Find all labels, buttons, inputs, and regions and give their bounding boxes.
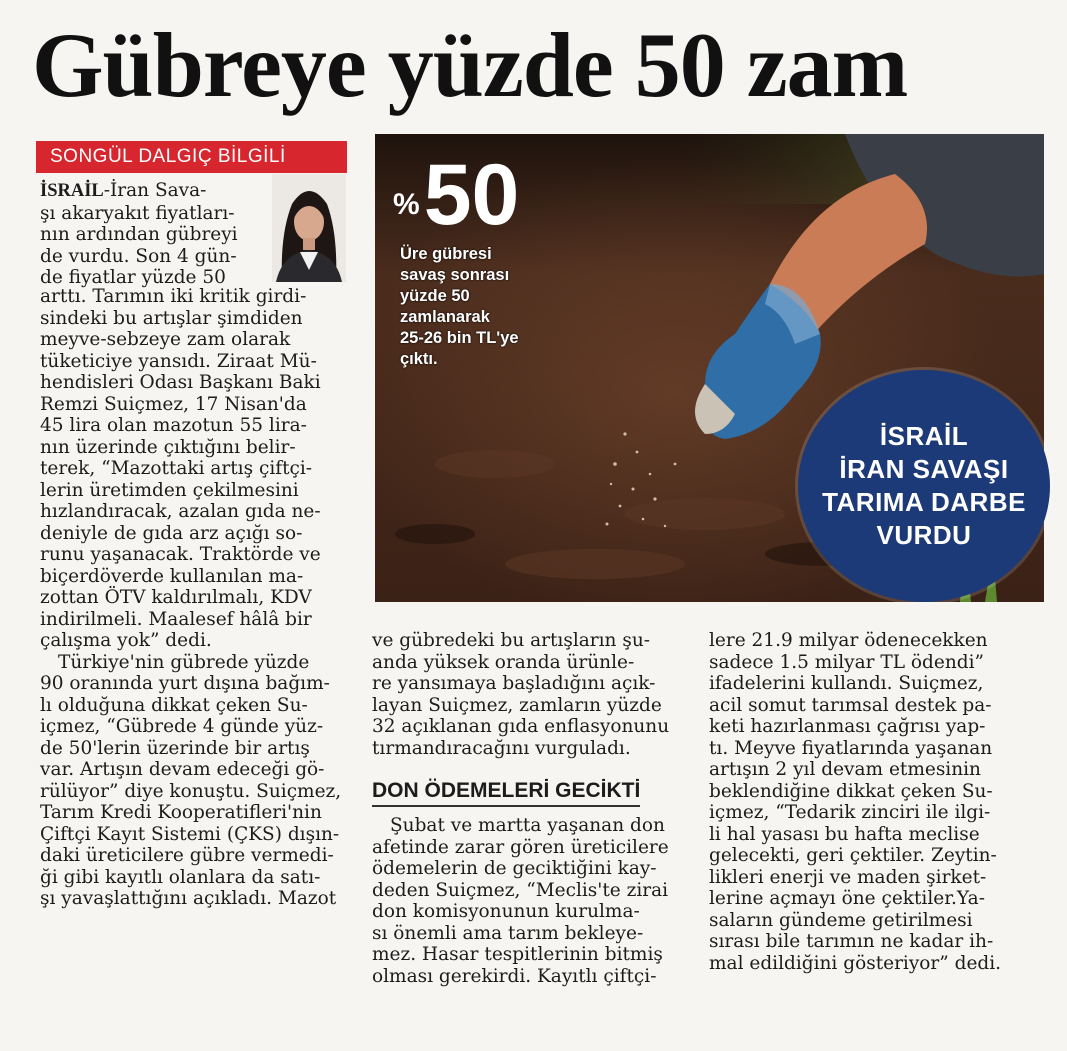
text-line: 32 açıklanan gıda enflasyonunu bbox=[372, 716, 670, 737]
badge-line: TARIMA DARBE bbox=[822, 487, 1026, 517]
text-line: içmez, “Tedarik zinciri ile ilgi- bbox=[709, 802, 991, 823]
article-intro bbox=[40, 180, 266, 289]
text-line: lere 21.9 milyar ödenecekken bbox=[709, 630, 988, 651]
headline: Gübreye yüzde 50 zam bbox=[32, 14, 908, 116]
text-line: lerine açmayı öne çektiler.Ya- bbox=[709, 888, 985, 909]
text-line: artışın 2 yıl devam etmesinin bbox=[709, 759, 981, 780]
text-line: ifadelerini kullandı. Suiçmez, bbox=[709, 673, 984, 694]
intro-line: de fiyatlar yüzde 50 bbox=[40, 267, 226, 288]
text-line: re yansımaya başladığını açık- bbox=[372, 673, 656, 694]
text-line: zottan ÖTV kaldırılmalı, KDV bbox=[40, 587, 312, 608]
text-line: meyve-sebzeye zam olarak bbox=[40, 329, 291, 350]
text-line: 90 oranında yurt dışına bağım- bbox=[40, 673, 330, 694]
text-line: daki üreticilere gübre vermedi- bbox=[40, 845, 334, 866]
article-column-1 bbox=[40, 286, 350, 910]
text-line: layan Suiçmez, zamların yüzde bbox=[372, 694, 662, 716]
text-line: afetinde zarar gören üreticilere bbox=[372, 836, 669, 858]
text-line: sindeki bu artışlar şimdiden bbox=[40, 307, 303, 329]
text-line: runu yaşanacak. Traktörde ve bbox=[40, 544, 321, 565]
intro-line: de vurdu. Son 4 gün- bbox=[40, 245, 237, 267]
text-line: keti hazırlanması çağrısı yap- bbox=[709, 716, 986, 737]
text-line: terek, “Mazottaki artış çiftçi- bbox=[40, 458, 313, 479]
text-line: ği gibi kayıtlı olanlara da satı- bbox=[40, 866, 321, 888]
text-line: arttı. Tarımın iki kritik girdi- bbox=[40, 286, 307, 307]
text-line: beklendiğine dikkat çeken Su- bbox=[709, 780, 993, 802]
text-line: Çiftçi Kayıt Sistemi (ÇKS) dışın- bbox=[40, 823, 340, 845]
caption-line: çıktı. bbox=[400, 350, 438, 368]
text-line: 45 lira olan mazotun 55 lira- bbox=[40, 415, 307, 436]
text-line: ödemelerin de geciktiğini kay- bbox=[372, 858, 657, 879]
text-line: hızlandıracak, azalan gıda ne- bbox=[40, 501, 321, 522]
percent-sign: % bbox=[393, 188, 420, 221]
intro-line: şı akaryakıt fiyatları- bbox=[40, 202, 235, 224]
text-line: acil somut tarımsal destek pa- bbox=[709, 694, 992, 716]
text-line: olması gerekirdi. Kayıtlı çiftçi- bbox=[372, 965, 657, 987]
text-line: sadece 1.5 milyar TL ödendi” bbox=[709, 651, 984, 673]
text-line: Tarım Kredi Kooperatifleri'nin bbox=[40, 802, 322, 823]
article-column-3 bbox=[709, 630, 1029, 974]
text-line: biçerdöverde kullanılan ma- bbox=[40, 565, 304, 587]
text-line: çalışma yok” dedi. bbox=[40, 630, 212, 651]
text-line: lerin üretimden çekilmesini bbox=[40, 479, 299, 501]
text-line: tı. Meyve fiyatlarında yaşanan bbox=[709, 737, 993, 759]
text-line: tüketiciye yansıdı. Ziraat Mü- bbox=[40, 350, 317, 372]
text-line: gelecekti, geri çektiler. Zeytin- bbox=[709, 845, 997, 866]
text-line: mez. Hasar tespitlerinin bitmiş bbox=[372, 944, 663, 965]
text-line: deden Suiçmez, “Meclis'te zirai bbox=[372, 879, 669, 901]
caption-line: savaş sonrası bbox=[400, 266, 510, 284]
text-line: içmez, “Gübrede 4 günde yüz- bbox=[40, 716, 324, 737]
byline: SONGÜL DALGIÇ BİLGİLİ bbox=[36, 141, 347, 173]
text-line: rülüyor” diye konuştu. Suiçmez, bbox=[40, 780, 342, 802]
text-line: şı yavaşlattığını açıkladı. Mazot bbox=[40, 888, 337, 909]
infobox-number bbox=[393, 147, 520, 250]
caption-line: zamlanarak bbox=[400, 308, 490, 326]
text-line: saların gündeme getirilmesi bbox=[709, 909, 973, 931]
text-line: ve gübredeki bu artışların şu- bbox=[372, 630, 650, 651]
text-line: lı olduğuna dikkat çeken Su- bbox=[40, 694, 308, 716]
intro-line: -İran Sava- bbox=[103, 180, 207, 201]
badge-line: İSRAİL bbox=[879, 421, 969, 451]
badge-line: İRAN SAVAŞI bbox=[839, 454, 1009, 484]
text-line: hendisleri Odası Başkanı Baki bbox=[40, 372, 321, 393]
intro-line: nın ardından gübreyi bbox=[40, 224, 238, 245]
text-line: li hal yasası bu hafta meclise bbox=[709, 823, 980, 845]
infobox-value: 50 bbox=[423, 147, 520, 243]
badge-line: VURDU bbox=[876, 520, 972, 550]
text-line: var. Artışın devam edeceği gö- bbox=[40, 759, 325, 780]
caption-line: Üre gübresi bbox=[400, 245, 492, 263]
text-line: de 50'lerin üzerinde bir artış bbox=[40, 737, 310, 759]
caption-line: 25-26 bin TL'ye bbox=[400, 329, 519, 347]
subheading: DON ÖDEMELERİ GECİKTİ bbox=[372, 779, 640, 807]
caption-line: yüzde 50 bbox=[400, 287, 470, 305]
text-line: indirilmeli. Maalesef hâlâ bir bbox=[40, 608, 312, 630]
text-line: nın üzerinde çıktığını belir- bbox=[40, 436, 296, 458]
topic-badge bbox=[798, 370, 1050, 602]
text-line: sı önemli ama tarım bekleye- bbox=[372, 922, 644, 944]
infobox-caption bbox=[400, 244, 580, 370]
text-line: tırmandıracağını vurguladı. bbox=[372, 737, 631, 759]
text-line: don komisyonunun kurulma- bbox=[372, 901, 640, 922]
text-line: Türkiye'nin gübrede yüzde bbox=[58, 651, 310, 673]
article-column-2 bbox=[372, 630, 684, 987]
text-line: anda yüksek oranda ürünle- bbox=[372, 651, 635, 673]
text-line: sırası bile tarımın ne kadar ih- bbox=[709, 931, 994, 952]
text-line: likleri enerji ve maden şirket- bbox=[709, 866, 987, 888]
lead-word: İSRAİL bbox=[40, 181, 104, 201]
reporter-portrait-image bbox=[272, 174, 346, 282]
text-line: deniyle de gıda arz açığı so- bbox=[40, 522, 303, 544]
text-line: mal edildiğini gösteriyor” dedi. bbox=[709, 952, 1002, 974]
text-line: Şubat ve martta yaşanan don bbox=[390, 815, 665, 836]
text-line: Remzi Suiçmez, 17 Nisan'da bbox=[40, 393, 307, 415]
